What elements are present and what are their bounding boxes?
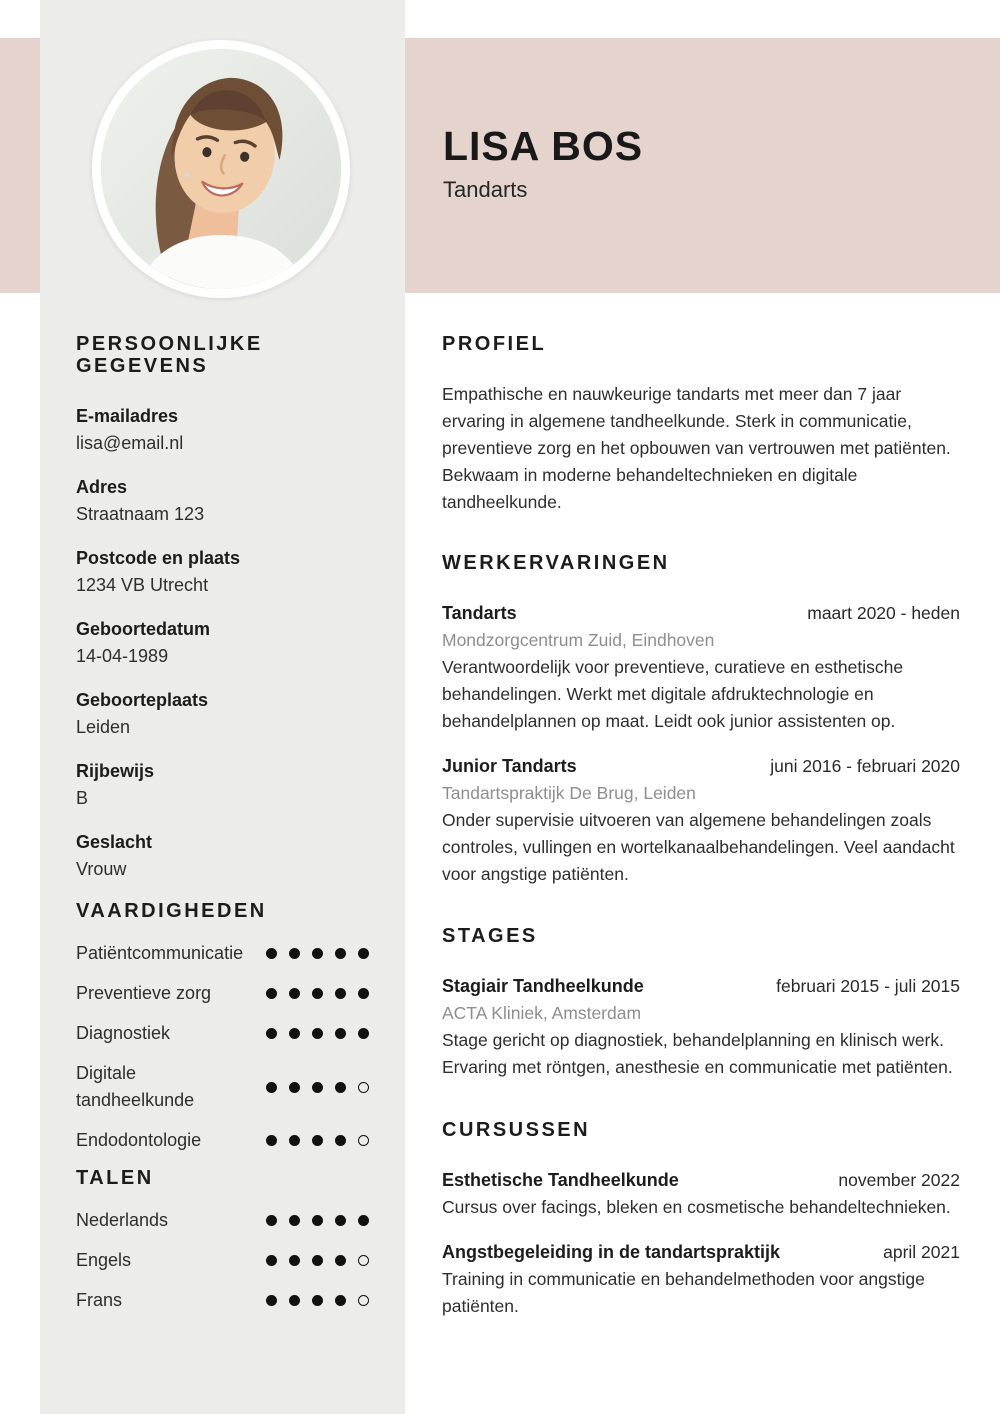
course-date: november 2022 xyxy=(838,1170,960,1190)
rating-dot-filled xyxy=(312,1028,323,1039)
language-row xyxy=(76,1247,369,1274)
rating-dot-filled xyxy=(312,1255,323,1266)
main-content xyxy=(442,333,960,1320)
personal-label: E-mailadres xyxy=(76,406,179,426)
languages-section-heading: TALEN xyxy=(76,1167,154,1189)
rating-dot-empty xyxy=(358,1135,369,1146)
skill-label: Digitale tandheelkunde xyxy=(76,1063,195,1110)
personal-value: B xyxy=(76,788,89,808)
skill-rating xyxy=(266,1135,369,1146)
skill-rating xyxy=(266,988,369,999)
profile-text: Empathische en nauwkeurige tandarts met meer dan 7 jaar ervaring in algemene tandheelkunde. Sterk in communicatie, preventieve zorg en het opbouwen van vertrouwen met patiënten. Bekwaam in moderne behandeltechnieken en digitale tandheelkunde. xyxy=(442,384,951,512)
skill-label: Preventieve zorg xyxy=(76,983,212,1003)
internships-section xyxy=(442,925,960,1081)
work-organization: Mondzorgcentrum Zuid, Eindhoven xyxy=(442,630,715,650)
rating-dot-filled xyxy=(266,988,277,999)
rating-dot-filled xyxy=(289,1028,300,1039)
personal-item xyxy=(76,687,369,741)
rating-dot-filled xyxy=(289,988,300,999)
personal-item xyxy=(76,545,369,599)
work-item xyxy=(442,753,960,888)
personal-section-heading: PERSOONLIJKE GEGEVENS xyxy=(76,333,263,377)
language-rating xyxy=(266,1295,369,1306)
personal-item xyxy=(76,758,369,812)
courses-heading: CURSUSSEN xyxy=(442,1119,591,1141)
rating-dot-filled xyxy=(335,948,346,959)
rating-dot-filled xyxy=(266,1215,277,1226)
profile-photo xyxy=(92,40,350,298)
rating-dot-filled xyxy=(289,1082,300,1093)
internship-description: Stage gericht op diagnostiek, behandelplanning en klinisch werk. Ervaring met röntgen, anesthesie en communicatie met patiënten. xyxy=(442,1030,953,1077)
rating-dot-filled xyxy=(358,988,369,999)
rating-dot-filled xyxy=(266,948,277,959)
language-rating xyxy=(266,1215,369,1226)
skill-rating xyxy=(266,1028,369,1039)
personal-label: Geslacht xyxy=(76,832,153,852)
course-date: april 2021 xyxy=(883,1242,960,1262)
skill-label: Patiëntcommunicatie xyxy=(76,943,244,963)
person-name: LISA BOS xyxy=(443,123,644,169)
rating-dot-filled xyxy=(312,1295,323,1306)
profile-section xyxy=(442,333,960,516)
language-label: Frans xyxy=(76,1290,123,1310)
work-organization: Tandartspraktijk De Brug, Leiden xyxy=(442,783,696,803)
skill-rating xyxy=(266,1082,369,1093)
personal-label: Adres xyxy=(76,477,128,497)
skills-section-heading: VAARDIGHEDEN xyxy=(76,900,267,922)
personal-value: Leiden xyxy=(76,717,131,737)
profile-heading: PROFIEL xyxy=(442,333,547,355)
rating-dot-filled xyxy=(312,988,323,999)
internship-title: Stagiair Tandheelkunde xyxy=(442,976,644,996)
personal-value: Vrouw xyxy=(76,859,127,879)
internship-date: februari 2015 - juli 2015 xyxy=(776,976,960,996)
personal-item xyxy=(76,616,369,670)
rating-dot-filled xyxy=(266,1082,277,1093)
personal-label: Rijbewijs xyxy=(76,761,155,781)
work-title-row xyxy=(442,753,960,780)
personal-item xyxy=(76,829,369,883)
skill-label: Diagnostiek xyxy=(76,1023,171,1043)
internships-heading: STAGES xyxy=(442,925,538,947)
work-item xyxy=(442,600,960,735)
skill-row xyxy=(76,1060,369,1114)
rating-dot-empty xyxy=(358,1082,369,1093)
work-heading: WERKERVARINGEN xyxy=(442,552,670,574)
profile-photo-illustration xyxy=(101,49,341,289)
course-title-row xyxy=(442,1167,960,1194)
sidebar xyxy=(40,0,405,1414)
rating-dot-filled xyxy=(266,1255,277,1266)
internship-item xyxy=(442,973,960,1081)
rating-dot-filled xyxy=(266,1295,277,1306)
language-row xyxy=(76,1207,369,1234)
skill-rating xyxy=(266,948,369,959)
skill-label: Endodontologie xyxy=(76,1130,202,1150)
rating-dot-filled xyxy=(335,1135,346,1146)
skill-row xyxy=(76,1127,369,1154)
rating-dot-filled xyxy=(266,1028,277,1039)
course-title: Esthetische Tandheelkunde xyxy=(442,1170,679,1190)
courses-section xyxy=(442,1119,960,1320)
personal-label: Postcode en plaats xyxy=(76,548,241,568)
skill-row xyxy=(76,940,369,967)
course-title: Angstbegeleiding in de tandartspraktijk xyxy=(442,1242,781,1262)
rating-dot-filled xyxy=(358,1028,369,1039)
rating-dot-filled xyxy=(335,1082,346,1093)
work-description: Onder supervisie uitvoeren van algemene behandelingen zoals controles, vullingen en wortelkanaalbehandelingen. Veel aandacht voor angstige patiënten. xyxy=(442,810,955,884)
rating-dot-empty xyxy=(358,1255,369,1266)
header xyxy=(443,124,643,203)
course-item xyxy=(442,1239,960,1320)
course-item xyxy=(442,1167,960,1221)
rating-dot-filled xyxy=(289,1135,300,1146)
rating-dot-filled xyxy=(289,1255,300,1266)
rating-dot-filled xyxy=(335,1295,346,1306)
work-title-row xyxy=(442,600,960,627)
personal-value: 1234 VB Utrecht xyxy=(76,575,209,595)
rating-dot-filled xyxy=(266,1135,277,1146)
personal-value: Straatnaam 123 xyxy=(76,504,205,524)
language-label: Engels xyxy=(76,1250,132,1270)
rating-dot-filled xyxy=(289,1295,300,1306)
rating-dot-filled xyxy=(335,1215,346,1226)
sidebar-content xyxy=(40,333,405,1327)
personal-value: 14-04-1989 xyxy=(76,646,169,666)
work-date: juni 2016 - februari 2020 xyxy=(770,756,960,776)
language-rating xyxy=(266,1255,369,1266)
skill-row xyxy=(76,1020,369,1047)
course-description: Cursus over facings, bleken en cosmetische behandeltechnieken. xyxy=(442,1197,951,1217)
rating-dot-empty xyxy=(358,1295,369,1306)
work-description: Verantwoordelijk voor preventieve, curatieve en esthetische behandelingen. Werkt met digitale afdruktechnologie en behandelplannen op maat. Leidt ook junior assistenten op. xyxy=(442,657,904,731)
rating-dot-filled xyxy=(335,1255,346,1266)
rating-dot-filled xyxy=(358,948,369,959)
rating-dot-filled xyxy=(289,948,300,959)
rating-dot-filled xyxy=(335,988,346,999)
work-section xyxy=(442,552,960,888)
personal-item xyxy=(76,474,369,528)
personal-label: Geboortedatum xyxy=(76,619,211,639)
personal-item xyxy=(76,403,369,457)
rating-dot-filled xyxy=(312,1082,323,1093)
personal-value: lisa@email.nl xyxy=(76,433,184,453)
language-label: Nederlands xyxy=(76,1210,169,1230)
rating-dot-filled xyxy=(312,1215,323,1226)
course-title-row xyxy=(442,1239,960,1266)
rating-dot-filled xyxy=(312,948,323,959)
rating-dot-filled xyxy=(335,1028,346,1039)
internship-organization: ACTA Kliniek, Amsterdam xyxy=(442,1003,642,1023)
work-date: maart 2020 - heden xyxy=(807,603,960,623)
job-title: Tandarts xyxy=(443,177,528,202)
work-title: Tandarts xyxy=(442,603,517,623)
personal-label: Geboorteplaats xyxy=(76,690,209,710)
course-description: Training in communicatie en behandelmethoden voor angstige patiënten. xyxy=(442,1269,925,1316)
internship-title-row xyxy=(442,973,960,1000)
language-row xyxy=(76,1287,369,1314)
rating-dot-filled xyxy=(358,1215,369,1226)
rating-dot-filled xyxy=(312,1135,323,1146)
work-title: Junior Tandarts xyxy=(442,756,577,776)
rating-dot-filled xyxy=(289,1215,300,1226)
skill-row xyxy=(76,980,369,1007)
